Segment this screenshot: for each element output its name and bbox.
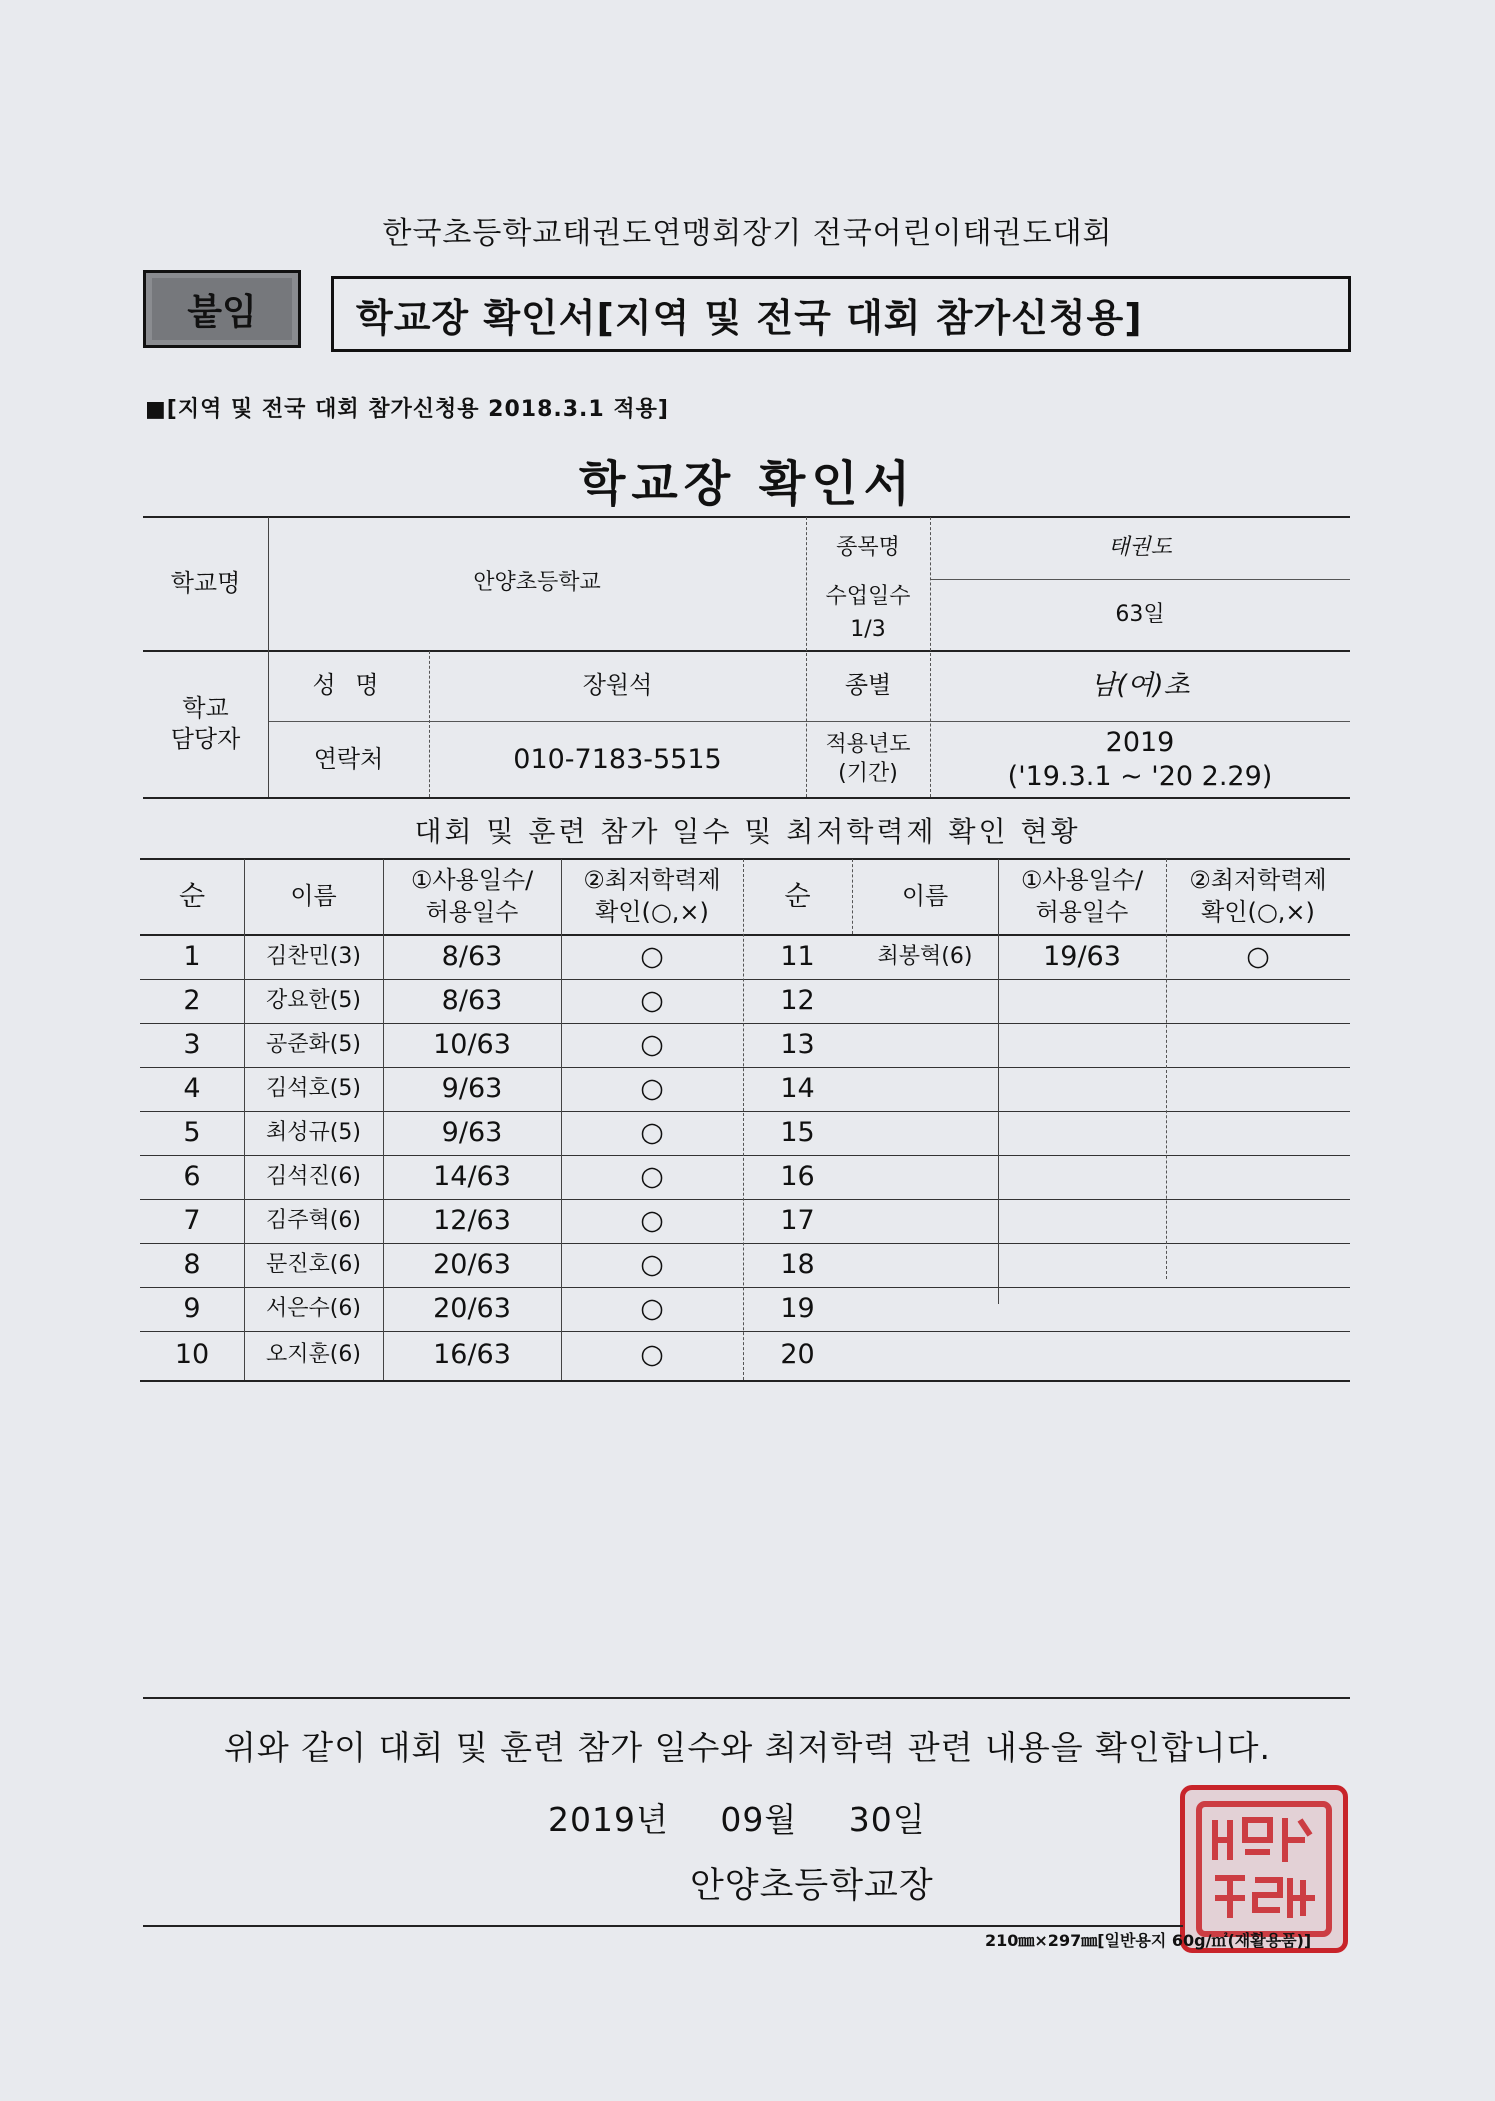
row-name: 오지훈(6) [266,1341,361,1367]
row-days: 8/63 [441,985,503,1017]
row-no: 13 [780,1029,815,1061]
row-no: 16 [780,1161,815,1193]
row-name: 최성규(5) [266,1119,361,1145]
contact-label: 연락처 [313,744,384,773]
name-label: 성 명 [312,671,385,700]
period-label: 적용년도 (기간) [825,731,911,786]
row-check: ○ [640,1293,664,1325]
row-no: 18 [780,1249,815,1281]
confirmation-text: 위와 같이 대회 및 훈련 참가 일수와 최저학력 관련 내용을 확인합니다. [224,1728,1271,1767]
header-no-right: 순 [784,880,811,912]
class-days-sub: 1/3 [850,617,886,643]
class-days-label: 수업일수 [825,584,911,610]
row-days: 16/63 [433,1339,511,1371]
row-days: 19/63 [1043,941,1121,973]
header-used-days-left: ①사용일수/ 허용일수 [410,866,534,926]
row-no: 2 [183,985,201,1017]
row-no: 17 [780,1205,815,1237]
row-no: 20 [780,1339,815,1371]
event-label: 종목명 [836,534,900,560]
row-no: 12 [780,985,815,1017]
name-value: 장원석 [582,671,653,700]
row-divider [140,1331,1350,1332]
row-check: ○ [640,1161,664,1193]
badge-label: 붙임 [152,278,292,340]
row-days: 20/63 [433,1293,511,1325]
row-name: 김석호(5) [266,1075,361,1101]
org-title: 한국초등학교태권도연맹회장기 전국어린이태권도대회 [382,216,1113,251]
header-used-days-right: ①사용일수/ 허용일수 [1020,866,1144,926]
row-no: 14 [780,1073,815,1105]
row-no: 6 [183,1161,201,1193]
row-no: 5 [183,1117,201,1149]
row-days: 14/63 [433,1161,511,1193]
header-min-academic-left: ②최저학력제 확인(○,×) [583,866,721,926]
contact-value: 010-7183-5515 [513,743,722,775]
header-min-academic-right: ②최저학력제 확인(○,×) [1189,866,1327,926]
school-name-value: 안양초등학교 [473,570,601,596]
period-year: 2019 [1105,727,1175,759]
attachment-badge [143,270,301,348]
row-name: 김석진(6) [266,1163,361,1189]
confirmation-date: 2019년 09월 30일 [548,1800,926,1839]
row-no: 19 [780,1293,815,1325]
header-name-left: 이름 [290,881,337,910]
row-no: 15 [780,1117,815,1149]
header-no-left: 순 [178,880,206,912]
row-check: ○ [640,1249,664,1281]
row-check: ○ [640,985,664,1017]
row-no: 3 [183,1029,201,1061]
event-value: 태권도 [1108,534,1172,560]
period-range: ('19.3.1 ~ '20 2.29) [1007,761,1273,793]
school-name-label: 학교명 [170,568,241,597]
row-check: ○ [640,1205,664,1237]
gender-value: 남(여)초 [1090,670,1190,702]
row-check: ○ [640,1117,664,1149]
row-check: ○ [640,1339,664,1371]
header-name-right: 이름 [901,881,949,910]
row-check: ○ [640,1073,664,1105]
row-no: 7 [183,1205,201,1237]
row-days: 9/63 [441,1117,503,1149]
row-name: 서은수(6) [266,1295,361,1321]
application-note: ■[지역 및 전국 대회 참가신청용 2018.3.1 적용] [145,397,669,422]
row-name: 최봉혁(6) [877,943,973,969]
row-no: 11 [780,941,815,973]
main-title: 학교장 확인서 [579,456,916,512]
row-no: 10 [174,1339,210,1371]
participation-title: 대회 및 훈련 참가 일수 및 최저학력제 확인 현황 [414,815,1081,848]
row-days: 8/63 [441,941,503,973]
class-days-value: 63일 [1115,601,1165,627]
row-days: 12/63 [433,1205,511,1237]
row-check: ○ [1246,941,1270,973]
row-no: 4 [183,1073,201,1105]
row-check: ○ [640,1029,664,1061]
row-no: 8 [183,1249,201,1281]
gender-label: 종별 [844,671,892,700]
row-check: ○ [640,941,664,973]
row-days: 20/63 [433,1249,511,1281]
principal-name: 안양초등학교장 [690,1866,934,1906]
document-title-box: 학교장 확인서[지역 및 전국 대회 참가신청용] [331,276,1351,352]
row-name: 김찬민(3) [266,943,361,969]
paper-spec: 210㎜×297㎜[일반용지 60g/㎡(재활용품)] [985,1931,1312,1950]
row-days: 10/63 [433,1029,511,1061]
row-no: 1 [183,941,201,973]
row-name: 공준화(5) [266,1031,361,1057]
row-name: 김주혁(6) [266,1207,361,1233]
row-name: 강요한(5) [266,987,361,1013]
row-days: 9/63 [441,1073,503,1105]
row-name: 문진호(6) [266,1251,361,1277]
staff-label: 학교 담당자 [170,693,241,753]
row-no: 9 [183,1293,201,1325]
